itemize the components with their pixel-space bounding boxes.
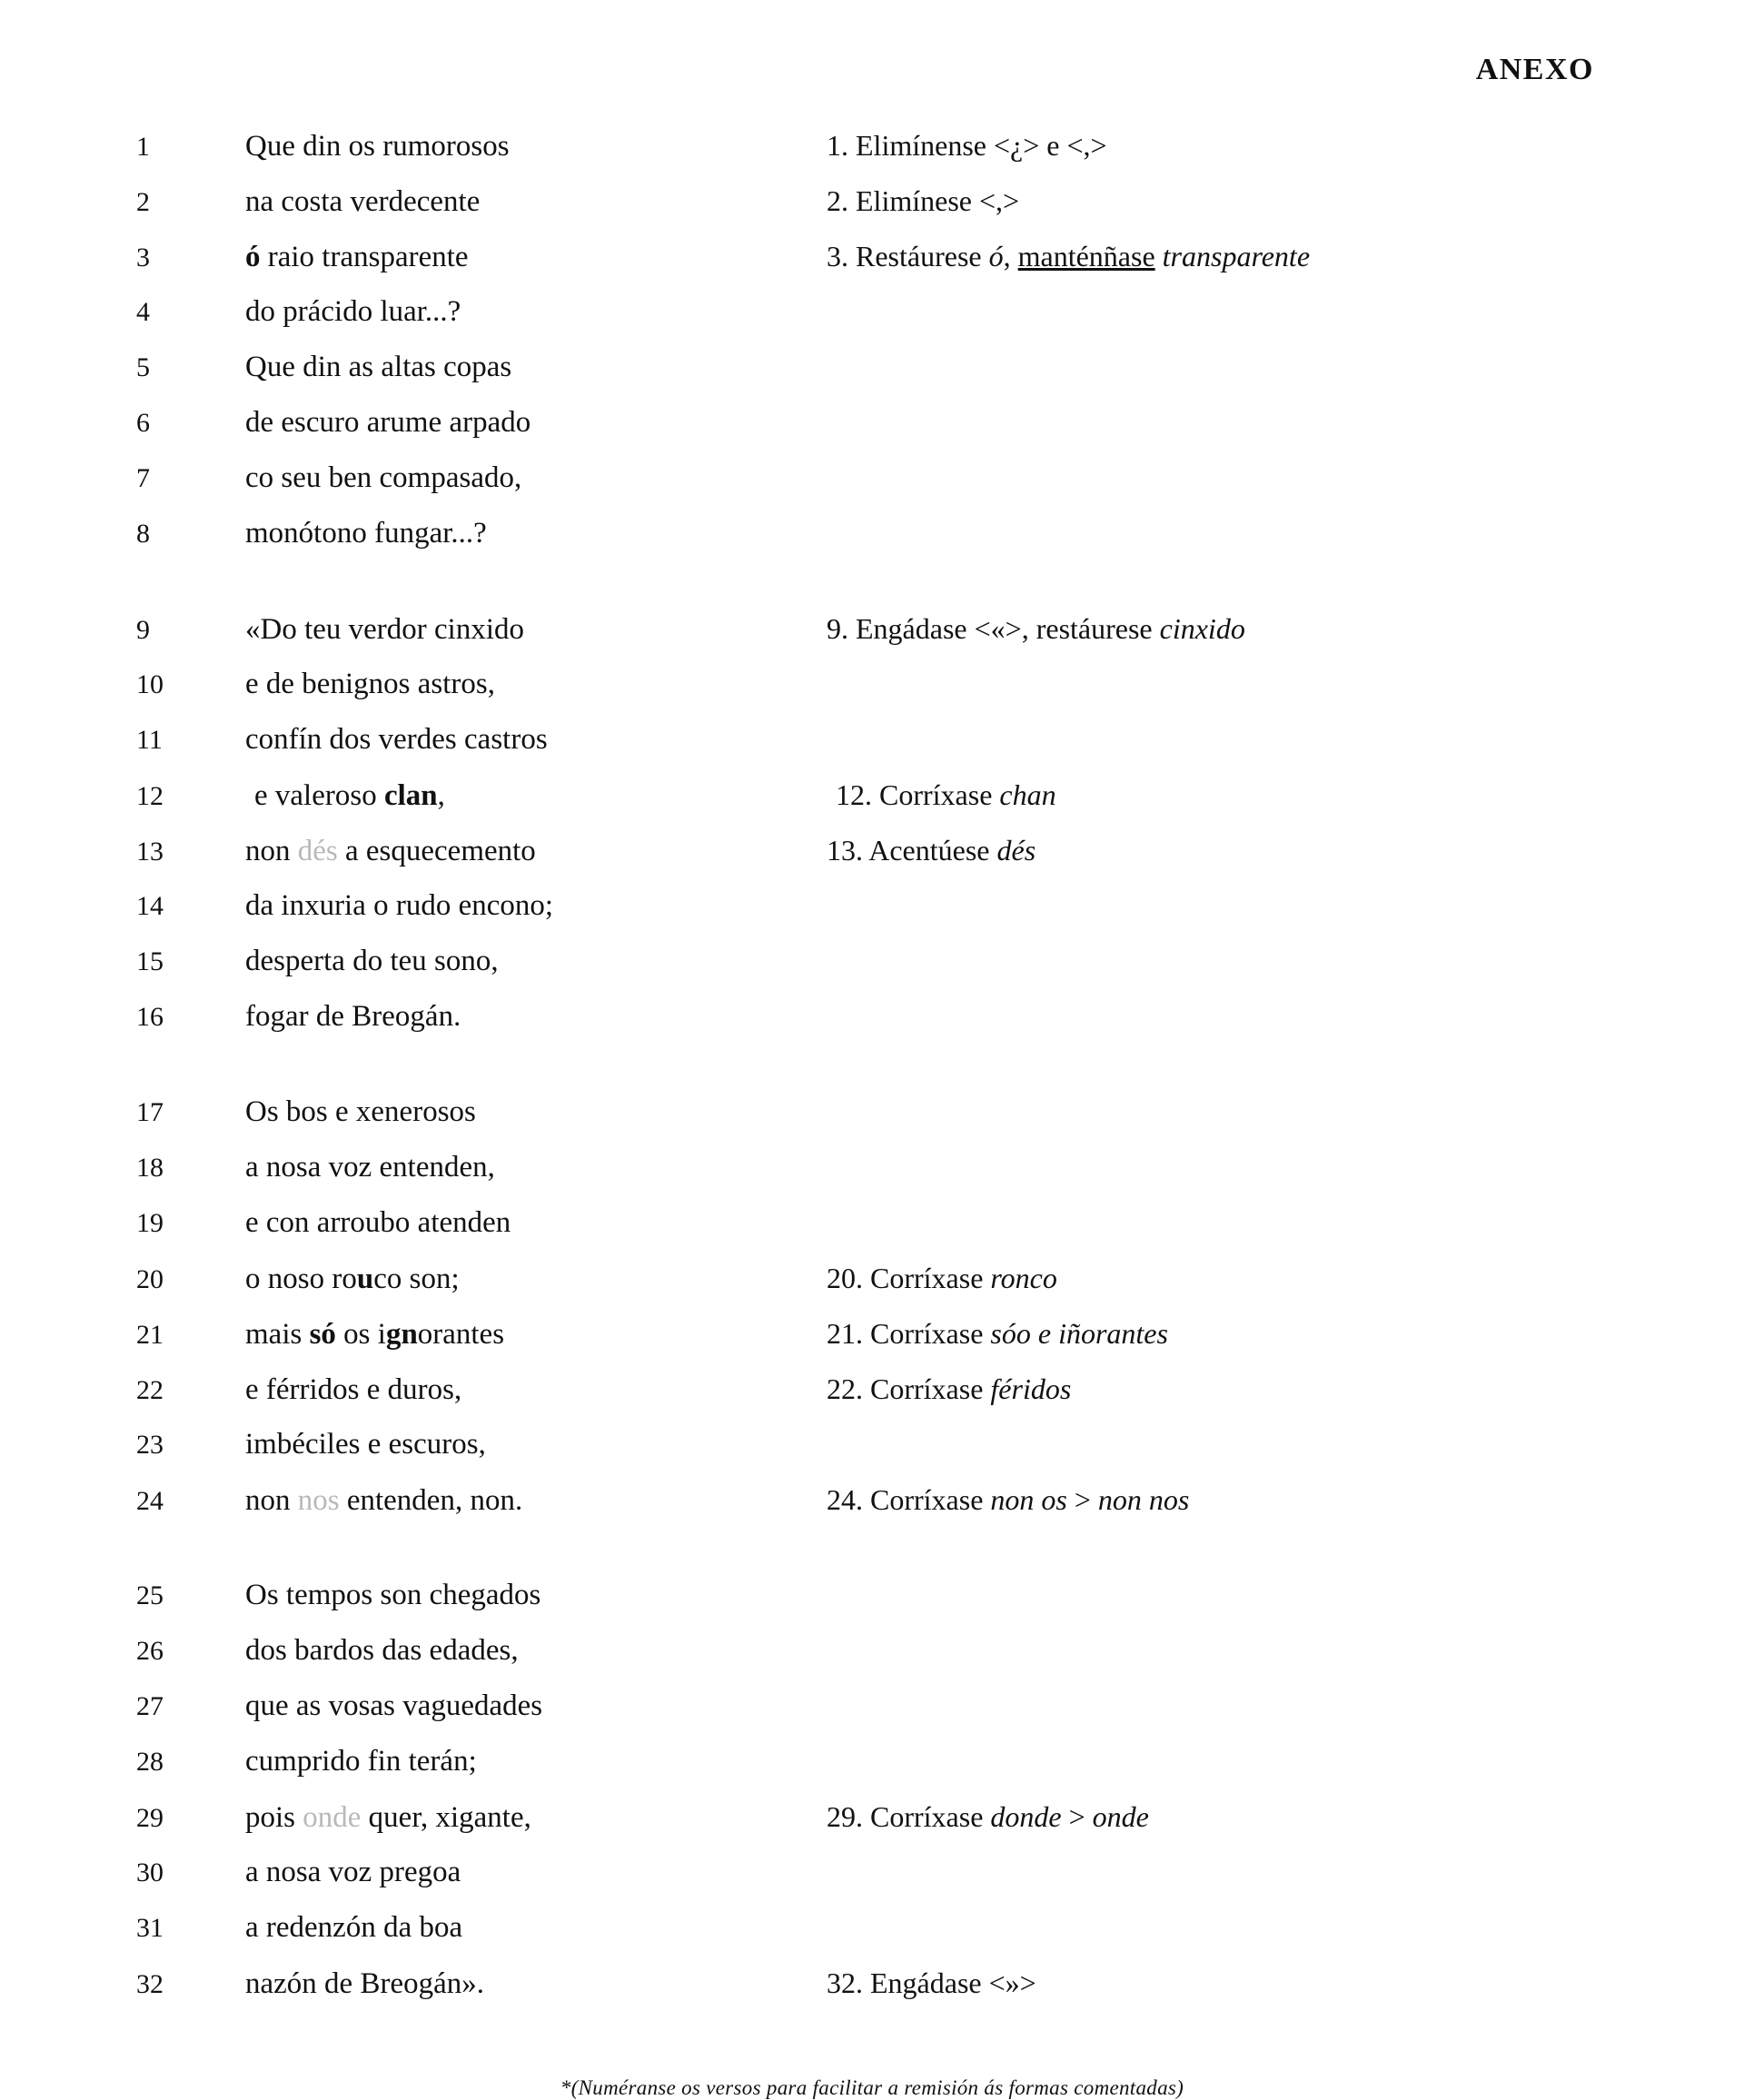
verse-text: Que din as altas copas	[245, 351, 512, 383]
verse-line	[136, 1911, 1744, 1966]
verse-text: ó raio transparente	[245, 241, 469, 273]
verse-text: non dés a esquecemento	[245, 835, 536, 867]
verse-number: 10	[136, 669, 164, 699]
verse-line	[136, 1800, 1744, 1856]
verse-text: fogar de Breogán.	[245, 1000, 461, 1033]
verse-number: 31	[136, 1913, 164, 1943]
stanza	[136, 1579, 1744, 2022]
verse-line	[136, 517, 1744, 572]
verse-text: confín dos verdes castros	[245, 723, 548, 756]
verse-line	[136, 723, 1744, 778]
verse-line	[136, 1966, 1744, 2022]
annex-content	[0, 129, 1744, 2022]
verse-note: 13. Acentúese dés	[827, 834, 1036, 867]
verse-number: 13	[136, 837, 164, 867]
verse-line	[136, 1745, 1744, 1800]
page-header	[0, 0, 1744, 87]
verse-number: 22	[136, 1375, 164, 1405]
verse-text: e férridos e duros,	[245, 1373, 462, 1406]
verse-line	[136, 1262, 1744, 1317]
verse-line	[136, 945, 1744, 1000]
stanza	[136, 129, 1744, 572]
verse-line	[136, 1428, 1744, 1483]
verse-text: na costa verdecente	[245, 185, 481, 218]
verse-number: 25	[136, 1580, 164, 1610]
verse-line	[136, 1206, 1744, 1262]
footnote: *(Numéranse os versos para facilitar a remisión ás formas comentadas)	[560, 2076, 1184, 2099]
verse-line	[136, 1317, 1744, 1372]
verse-line	[136, 1483, 1744, 1539]
verse-line	[136, 240, 1744, 295]
verse-line	[136, 461, 1744, 517]
verse-text: dos bardos das edades,	[245, 1634, 519, 1667]
verse-line	[136, 889, 1744, 945]
verse-number: 14	[136, 891, 164, 921]
verse-text: a nosa voz entenden,	[245, 1151, 495, 1184]
verse-number: 26	[136, 1636, 164, 1666]
verse-text: «Do teu verdor cinxido	[245, 613, 525, 646]
verse-number: 4	[136, 297, 150, 327]
verse-text: e valeroso clan,	[254, 779, 445, 812]
verse-line	[136, 1856, 1744, 1911]
verse-note: 9. Engádase <«>, restáurese cinxido	[827, 612, 1245, 645]
verse-note: 32. Engádase <»>	[827, 1966, 1036, 1999]
verse-text: que as vosas vaguedades	[245, 1689, 543, 1722]
stanza	[136, 612, 1744, 1055]
verse-number: 28	[136, 1747, 164, 1777]
verse-text: do prácido luar...?	[245, 295, 461, 328]
verse-line	[136, 406, 1744, 461]
verse-text: co seu ben compasado,	[245, 461, 522, 494]
verse-number: 6	[136, 408, 150, 438]
verse-line	[136, 612, 1744, 668]
verse-number: 12	[136, 781, 164, 811]
verse-number: 30	[136, 1857, 164, 1887]
verse-text: Os tempos son chegados	[245, 1579, 541, 1611]
verse-text: non nos entenden, non.	[245, 1484, 523, 1517]
verse-line	[136, 1689, 1744, 1745]
verse-number: 24	[136, 1486, 164, 1516]
verse-text: a redenzón da boa	[245, 1911, 463, 1944]
header-title: ANEXO	[1475, 53, 1594, 86]
verse-text: mais só os ignorantes	[245, 1318, 505, 1351]
verse-number: 7	[136, 463, 150, 493]
verse-text: a nosa voz pregoa	[245, 1856, 461, 1888]
verse-text: de escuro arume arpado	[245, 406, 531, 439]
verse-line	[136, 129, 1744, 184]
verse-text: imbéciles e escuros,	[245, 1428, 486, 1461]
verse-number: 2	[136, 187, 150, 217]
verse-text: nazón de Breogán».	[245, 1967, 484, 2000]
verse-number: 19	[136, 1208, 164, 1238]
verse-number: 16	[136, 1002, 164, 1032]
verse-number: 1	[136, 132, 150, 162]
verse-line	[136, 1151, 1744, 1206]
verse-line	[136, 778, 1744, 834]
verse-number: 27	[136, 1691, 164, 1721]
stanza	[136, 1095, 1744, 1539]
verse-line	[136, 668, 1744, 723]
verse-note: 2. Elimínese <,>	[827, 184, 1020, 217]
verse-line	[136, 1372, 1744, 1428]
verse-note: 24. Corríxase non os > non nos	[827, 1483, 1190, 1516]
verse-text: o noso rouco son;	[245, 1263, 460, 1295]
verse-line	[136, 834, 1744, 889]
verse-line	[136, 184, 1744, 240]
verse-number: 17	[136, 1097, 164, 1127]
verse-number: 32	[136, 1969, 164, 1999]
verse-text: Os bos e xenerosos	[245, 1095, 476, 1128]
verse-text: monótono fungar...?	[245, 517, 487, 550]
verse-line	[136, 1579, 1744, 1634]
verse-number: 23	[136, 1430, 164, 1460]
verse-line	[136, 351, 1744, 406]
verse-text: desperta do teu sono,	[245, 945, 499, 977]
verse-note: 22. Corríxase féridos	[827, 1372, 1072, 1405]
verse-text: pois onde quer, xigante,	[245, 1801, 531, 1834]
verse-text: Que din os rumorosos	[245, 130, 510, 163]
verse-number: 5	[136, 352, 150, 382]
verse-number: 29	[136, 1803, 164, 1833]
verse-number: 9	[136, 615, 150, 645]
verse-note: 20. Corríxase ronco	[827, 1262, 1057, 1294]
verse-line	[136, 1095, 1744, 1151]
verse-note: 21. Corríxase sóo e iñorantes	[827, 1317, 1168, 1350]
verse-text: e con arroubo atenden	[245, 1206, 511, 1239]
verse-line	[136, 1000, 1744, 1055]
verse-line	[136, 295, 1744, 351]
verse-note: 29. Corríxase donde > onde	[827, 1800, 1149, 1833]
verse-note: 12. Corríxase chan	[836, 778, 1056, 811]
verse-text: e de benignos astros,	[245, 668, 495, 700]
verse-note: 1. Elimínense <¿> e <,>	[827, 129, 1107, 162]
verse-number: 11	[136, 725, 163, 755]
verse-number: 18	[136, 1153, 164, 1183]
verse-number: 8	[136, 519, 150, 549]
verse-number: 15	[136, 946, 164, 976]
verse-number: 21	[136, 1320, 164, 1350]
verse-line	[136, 1634, 1744, 1689]
verse-text: da inxuria o rudo encono;	[245, 889, 554, 922]
verse-text: cumprido fin terán;	[245, 1745, 477, 1778]
verse-note: 3. Restáurese ó, manténñase transparente	[827, 240, 1311, 272]
verse-number: 20	[136, 1264, 164, 1294]
verse-number: 3	[136, 243, 150, 272]
